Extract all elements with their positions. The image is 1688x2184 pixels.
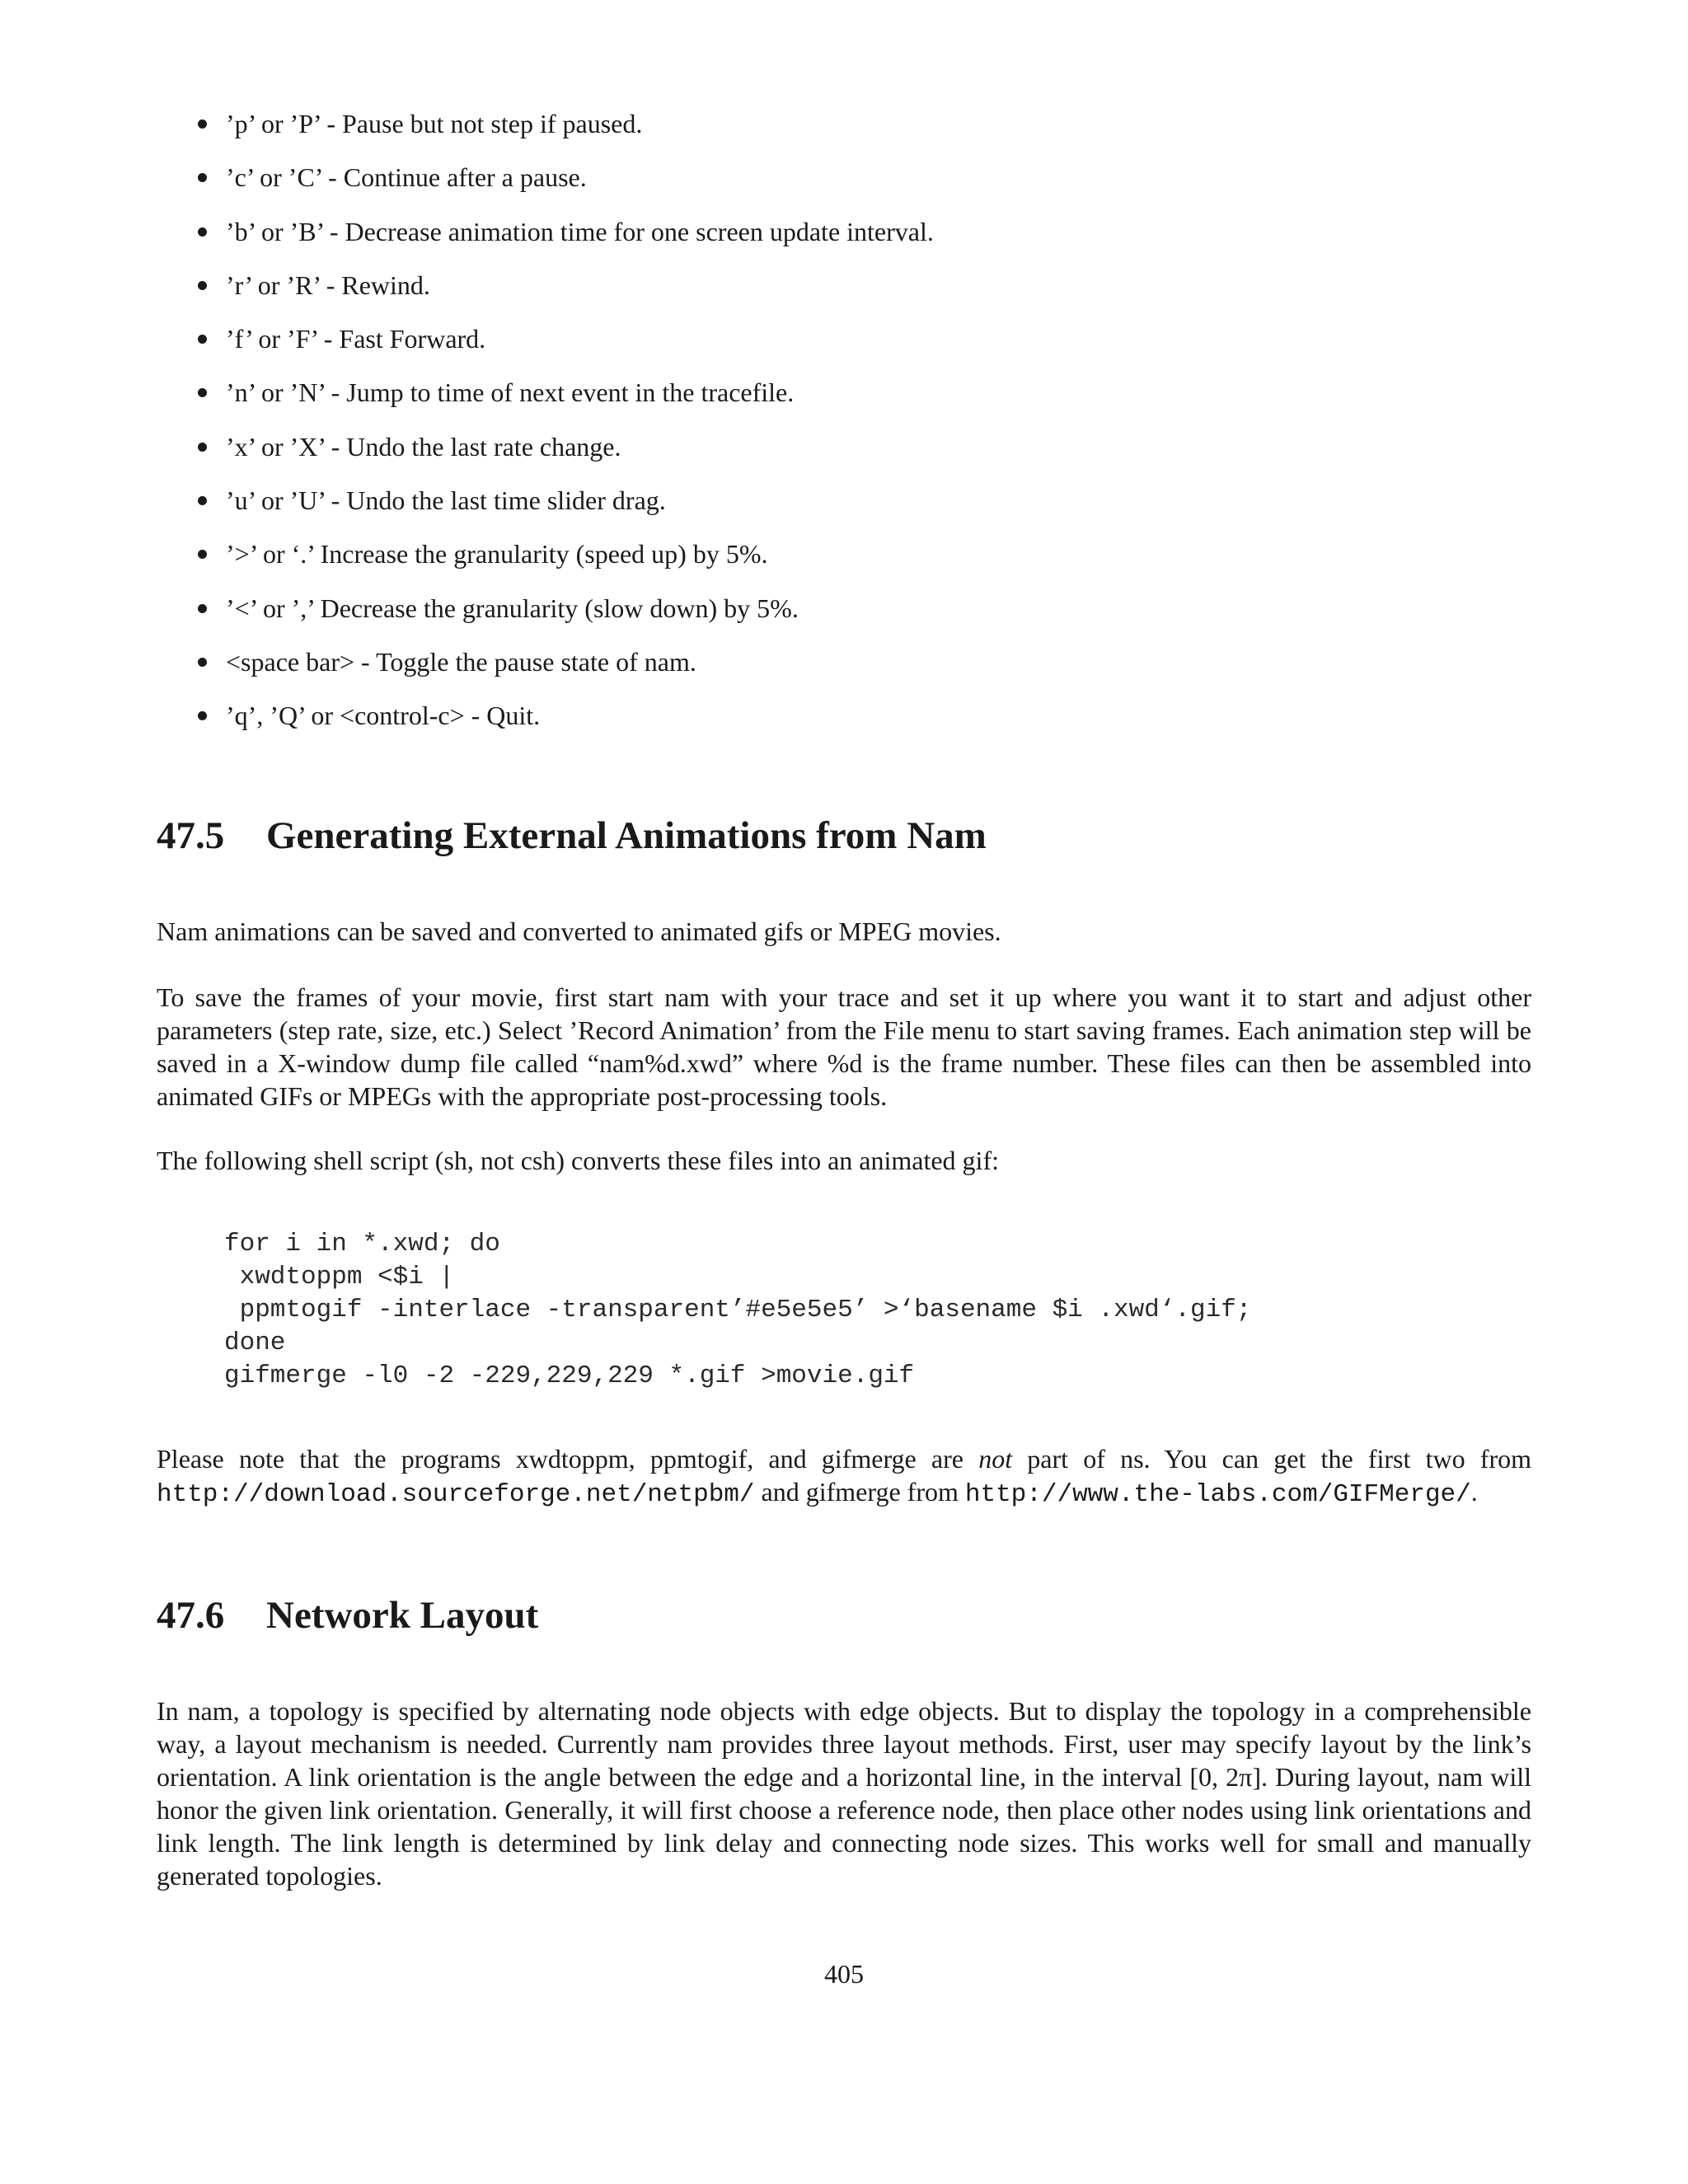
section-title: Generating External Animations from Nam: [266, 814, 987, 857]
bullet-icon: [198, 496, 207, 505]
list-item: ’q’, ’Q’ or <control-c> - Quit.: [198, 697, 1517, 751]
section-heading-47-5: [157, 811, 987, 860]
paragraph: Nam animations can be saved and converted to animated gifs or MPEG movies.: [157, 916, 1001, 946]
list-item: ’>’ or ‘.’ Increase the granularity (speed up) by 5%.: [198, 536, 1517, 589]
bullet-icon: [198, 281, 207, 290]
shell-script-code-block: for i in *.xwd; do xwdtoppm <$i | ppmtogif -interlace -transparent’#e5e5e5’ >‘basename $i .xwd‘.gif; done gifmerge -l0 -2 -229,229,229 *.gif >movie.gif: [224, 1230, 1252, 1390]
bullet-icon: [198, 604, 207, 613]
gifmerge-url: http://www.the-labs.com/GIFMerge/: [964, 1480, 1471, 1509]
bullet-icon: [198, 550, 207, 559]
list-item: ’u’ or ’U’ - Undo the last time slider drag.: [198, 482, 1517, 536]
bullet-icon: [198, 443, 207, 452]
bullet-icon: [198, 711, 207, 720]
keyboard-shortcut-list: [198, 105, 1517, 752]
bullet-icon: [198, 658, 207, 667]
list-item: ’f’ or ’F’ - Fast Forward.: [198, 321, 1517, 374]
paragraph: To save the frames of your movie, first start nam with your trace and set it up where you want it to start and adjust other parameters (step rate, size, etc.) Select ’Record Animation’ from the File menu to start saving frames. Each animation step will be saved in a X-window dump file called “nam%d.xwd” where %d is the frame number. These files can then be assembled into animated GIFs or MPEGs with the appropriate post-processing tools.: [157, 982, 1531, 1111]
paragraph-note: Please note that the programs xwdtoppm, ppmtogif, and gifmerge are not part of ns. You can get the first two from http://download.sourceforge.net/netpbm/ and gifmerge from http://www.the-labs.com/GIFMerge/.: [157, 1444, 1531, 1509]
page-number: 405: [824, 1959, 864, 1989]
bullet-icon: [198, 388, 207, 397]
list-item: ’n’ or ’N’ - Jump to time of next event in the tracefile.: [198, 374, 1517, 428]
bullet-icon: [198, 335, 207, 344]
section-title: Network Layout: [266, 1594, 539, 1637]
list-item: ’<’ or ’,’ Decrease the granularity (slow down) by 5%.: [198, 590, 1517, 644]
list-item: <space bar> - Toggle the pause state of nam.: [198, 644, 1517, 697]
bullet-icon: [198, 120, 207, 129]
section-number: 47.5: [157, 814, 225, 857]
list-item: ’c’ or ’C’ - Continue after a pause.: [198, 159, 1517, 213]
netpbm-url: http://download.sourceforge.net/netpbm/: [157, 1480, 755, 1509]
bullet-icon: [198, 227, 207, 237]
section-heading-47-6: [157, 1591, 538, 1640]
bullet-icon: [198, 173, 207, 182]
list-item: ’r’ or ’R’ - Rewind.: [198, 267, 1517, 321]
emphasis: not: [978, 1444, 1013, 1474]
list-item: ’p’ or ’P’ - Pause but not step if paused.: [198, 105, 1517, 159]
list-item: ’x’ or ’X’ - Undo the last rate change.: [198, 429, 1517, 482]
paragraph: In nam, a topology is specified by alternating node objects with edge objects. But to display the topology in a comprehensible way, a layout mechanism is needed. Currently nam provides three layout methods. First, user may specify layout by the link’s orientation. A link orientation is the angle between the edge and a horizontal line, in the interval [0, 2π]. During layout, nam will honor the given link orientation. Generally, it will first choose a reference node, then place other nodes using link orientations and link length. The link length is determined by link delay and connecting node sizes. This works well for small and manually generated topologies.: [157, 1696, 1531, 1891]
section-number: 47.6: [157, 1594, 225, 1637]
paragraph: The following shell script (sh, not csh) converts these files into an animated gif:: [157, 1146, 999, 1175]
list-item: ’b’ or ’B’ - Decrease animation time for one screen update interval.: [198, 213, 1517, 267]
